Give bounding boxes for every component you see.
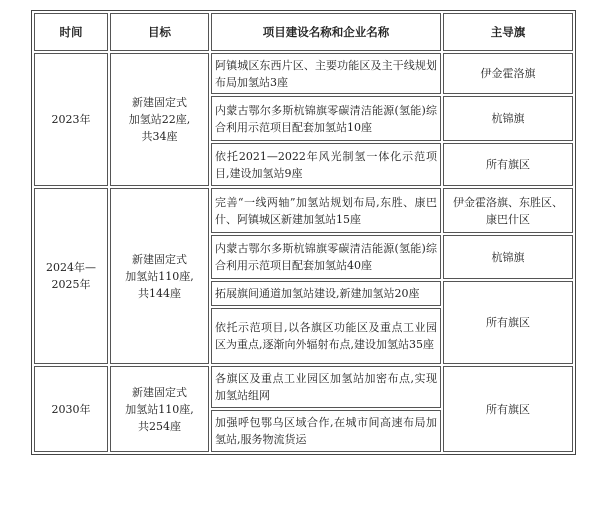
cell-project: 内蒙古鄂尔多斯杭锦旗零碳清洁能源(氢能)综合利用示范项目配套加氢站40座	[211, 235, 441, 279]
cell-lead: 所有旗区	[443, 143, 573, 186]
header-time: 时间	[34, 13, 108, 51]
goal-line: 新建固定式	[132, 385, 187, 399]
cell-time-2030: 2030年	[34, 366, 108, 452]
table-row	[34, 53, 573, 94]
goal-line: 共144座	[138, 286, 181, 300]
goal-line: 加氢站110座,	[125, 402, 194, 416]
cell-goal-2023	[110, 53, 209, 186]
header-project: 项目建设名称和企业名称	[211, 13, 441, 51]
goal-line: 共254座	[138, 419, 181, 433]
cell-project: 完善“一线两轴”加氢站规划布局,东胜、康巴什、阿镇城区新建加氢站15座	[211, 188, 441, 233]
lead-line: 伊金霍洛旗、东胜区、	[453, 195, 563, 209]
cell-goal-2030	[110, 366, 209, 452]
goal-line: 新建固定式	[132, 252, 187, 266]
table-header-row	[34, 13, 573, 51]
goal-line: 新建固定式	[132, 96, 187, 109]
cell-lead: 伊金霍洛旗	[443, 53, 573, 94]
cell-project: 内蒙古鄂尔多斯杭锦旗零碳清洁能源(氢能)综合利用示范项目配套加氢站10座	[211, 96, 441, 141]
cell-project: 阿镇城区东西片区、主要功能区及主干线规划布局加氢站3座	[211, 53, 441, 94]
cell-project: 各旗区及重点工业园区加氢站加密布点,实现加氢站组网	[211, 366, 441, 408]
document-page	[31, 10, 576, 455]
cell-project: 依托示范项目,以各旗区功能区及重点工业园区为重点,逐渐向外辐射布点,建设加氢站35座	[211, 308, 441, 364]
cell-lead	[443, 188, 573, 233]
cell-lead-merged: 所有旗区	[443, 366, 573, 452]
header-goal: 目标	[110, 13, 209, 51]
cell-project: 拓展旗间通道加氢站建设,新建加氢站20座	[211, 281, 441, 306]
table-row	[34, 366, 573, 408]
cell-project: 依托2021—2022年风光制氢一体化示范项目,建设加氢站9座	[211, 143, 441, 186]
cell-lead-merged: 所有旗区	[443, 281, 573, 364]
cell-lead: 杭锦旗	[443, 235, 573, 279]
goal-line: 加氢站22座,	[128, 113, 191, 126]
cell-time-2023: 2023年	[34, 53, 108, 186]
time-line: 2024年—	[46, 261, 96, 274]
cell-project: 加强呼包鄂乌区域合作,在城市间高速布局加氢站,服务物流货运	[211, 410, 441, 452]
hydrogen-station-plan-table	[31, 10, 576, 455]
goal-line: 共34座	[141, 130, 178, 143]
header-lead: 主导旗	[443, 13, 573, 51]
cell-time-2024-2025	[34, 188, 108, 364]
cell-goal-2024-2025	[110, 188, 209, 364]
lead-line: 康巴什区	[486, 212, 530, 226]
goal-line: 加氢站110座,	[125, 269, 194, 283]
time-line: 2025年	[51, 278, 91, 291]
cell-lead: 杭锦旗	[443, 96, 573, 141]
table-row	[34, 188, 573, 233]
